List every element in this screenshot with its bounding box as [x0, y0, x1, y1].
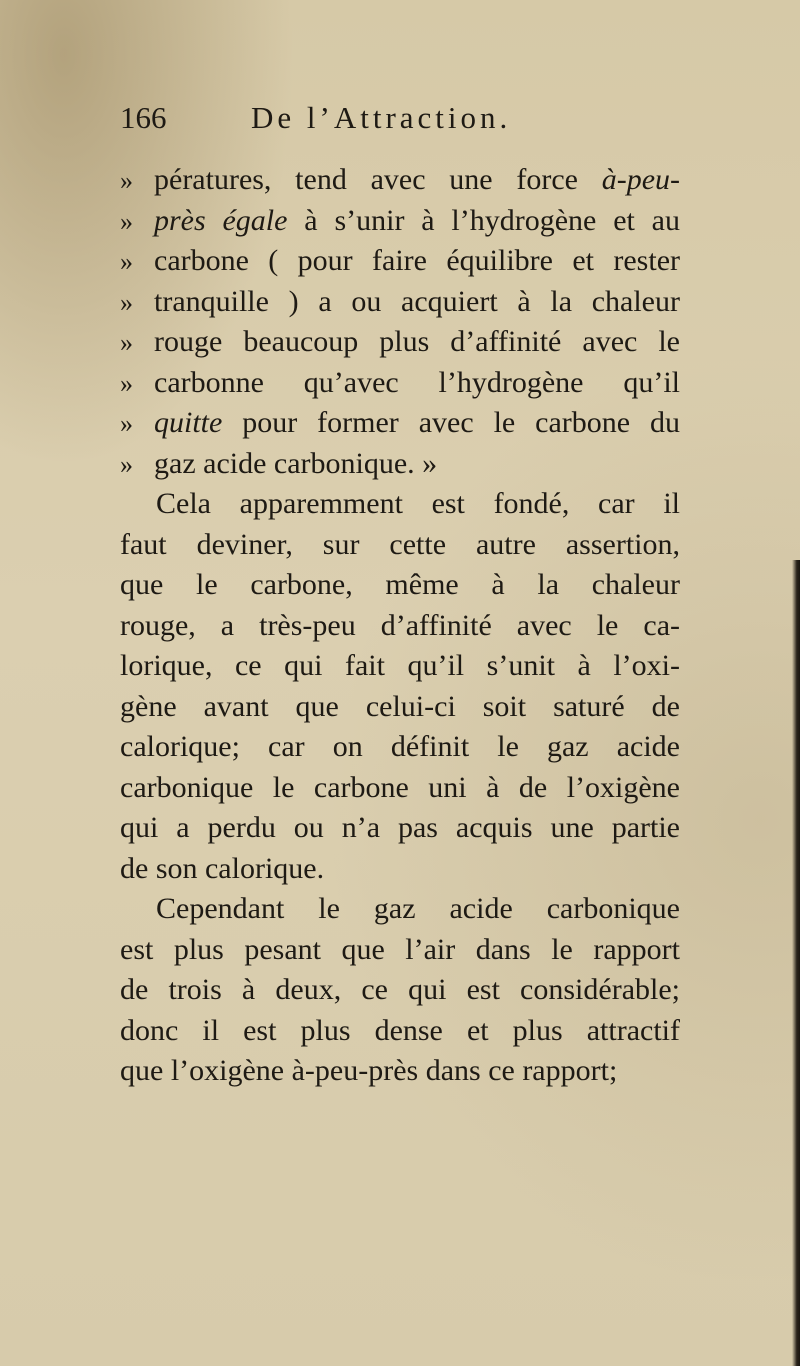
text-line	[120, 565, 680, 606]
body-text	[120, 160, 680, 1092]
line-text: calorique; car on définit le gaz acide	[120, 730, 680, 763]
quotation-mark: »	[120, 368, 133, 398]
text-line	[120, 1051, 680, 1092]
text-line	[120, 160, 680, 201]
line-text: que l’oxigène à-peu-près dans ce rapport;	[120, 1054, 618, 1087]
text-line	[120, 201, 680, 242]
text-line	[120, 727, 680, 768]
page-header	[120, 96, 680, 140]
line-text: à s’unir à l’hydrogène et au	[287, 203, 680, 237]
quotation-mark: »	[120, 409, 133, 438]
quotation-mark: »	[120, 328, 133, 357]
line-text: faut deviner, sur cette autre assertion,	[120, 527, 680, 561]
text-line	[120, 241, 680, 282]
line-text: carbonique le carbone uni à de l’oxigène	[120, 770, 680, 804]
line-text: de trois à deux, ce qui est considérable;	[120, 973, 680, 1006]
running-title: De l’Attraction.	[251, 100, 512, 135]
text-line	[120, 970, 680, 1011]
line-text: pératures, tend avec une force	[154, 163, 602, 196]
line-text: qui a perdu ou n’a pas acquis une partie	[120, 811, 680, 844]
quotation-mark: »	[120, 449, 133, 479]
italic-text: près égale	[154, 203, 288, 237]
text-line	[120, 687, 680, 728]
text-line	[120, 525, 680, 566]
text-line	[120, 403, 680, 444]
text-line	[120, 646, 680, 687]
line-text: carbone ( pour faire équilibre et rester	[154, 244, 680, 277]
line-text: lorique, ce qui fait qu’il s’unit à l’oxi-	[120, 649, 680, 682]
quotation-mark: »	[120, 206, 133, 236]
text-line	[120, 808, 680, 849]
line-text: de son calorique.	[120, 851, 325, 885]
line-text: donc il est plus dense et plus attractif	[120, 1013, 680, 1047]
page-edge-shadow	[792, 560, 800, 1366]
line-text: que le carbone, même à la chaleur	[120, 568, 680, 601]
line-text: rouge beaucoup plus d’affinité avec le	[154, 325, 680, 358]
quotation-mark: »	[120, 166, 133, 195]
text-line	[120, 768, 680, 809]
italic-text: à-peu-	[601, 163, 680, 196]
text-line	[120, 444, 680, 485]
line-text: carbonne qu’avec l’hydrogène qu’il	[154, 365, 680, 399]
text-line	[120, 606, 680, 647]
line-text: Cela apparemment est fondé, car il	[156, 487, 680, 520]
text-line	[120, 363, 680, 404]
line-text: Cependant le gaz acide carbonique	[156, 892, 680, 925]
text-line	[120, 849, 680, 890]
text-line	[120, 930, 680, 971]
line-text: gène avant que celui-ci soit saturé de	[120, 689, 680, 723]
text-line	[120, 889, 680, 930]
page-number: 166	[120, 100, 167, 135]
text-line	[120, 484, 680, 525]
line-text: est plus pesant que l’air dans le rapport	[120, 932, 680, 966]
italic-text: quitte	[154, 406, 223, 439]
text-line	[120, 322, 680, 363]
line-text: tranquille ) a ou acquiert à la chaleur	[154, 284, 680, 318]
quotation-mark: »	[120, 247, 133, 276]
text-line	[120, 282, 680, 323]
text-line	[120, 1011, 680, 1052]
line-text: pour former avec le carbone du	[222, 406, 680, 439]
line-text: gaz acide carbonique. »	[154, 446, 438, 480]
quotation-mark: »	[120, 287, 133, 317]
line-text: rouge, a très-peu d’affinité avec le ca-	[120, 608, 680, 642]
